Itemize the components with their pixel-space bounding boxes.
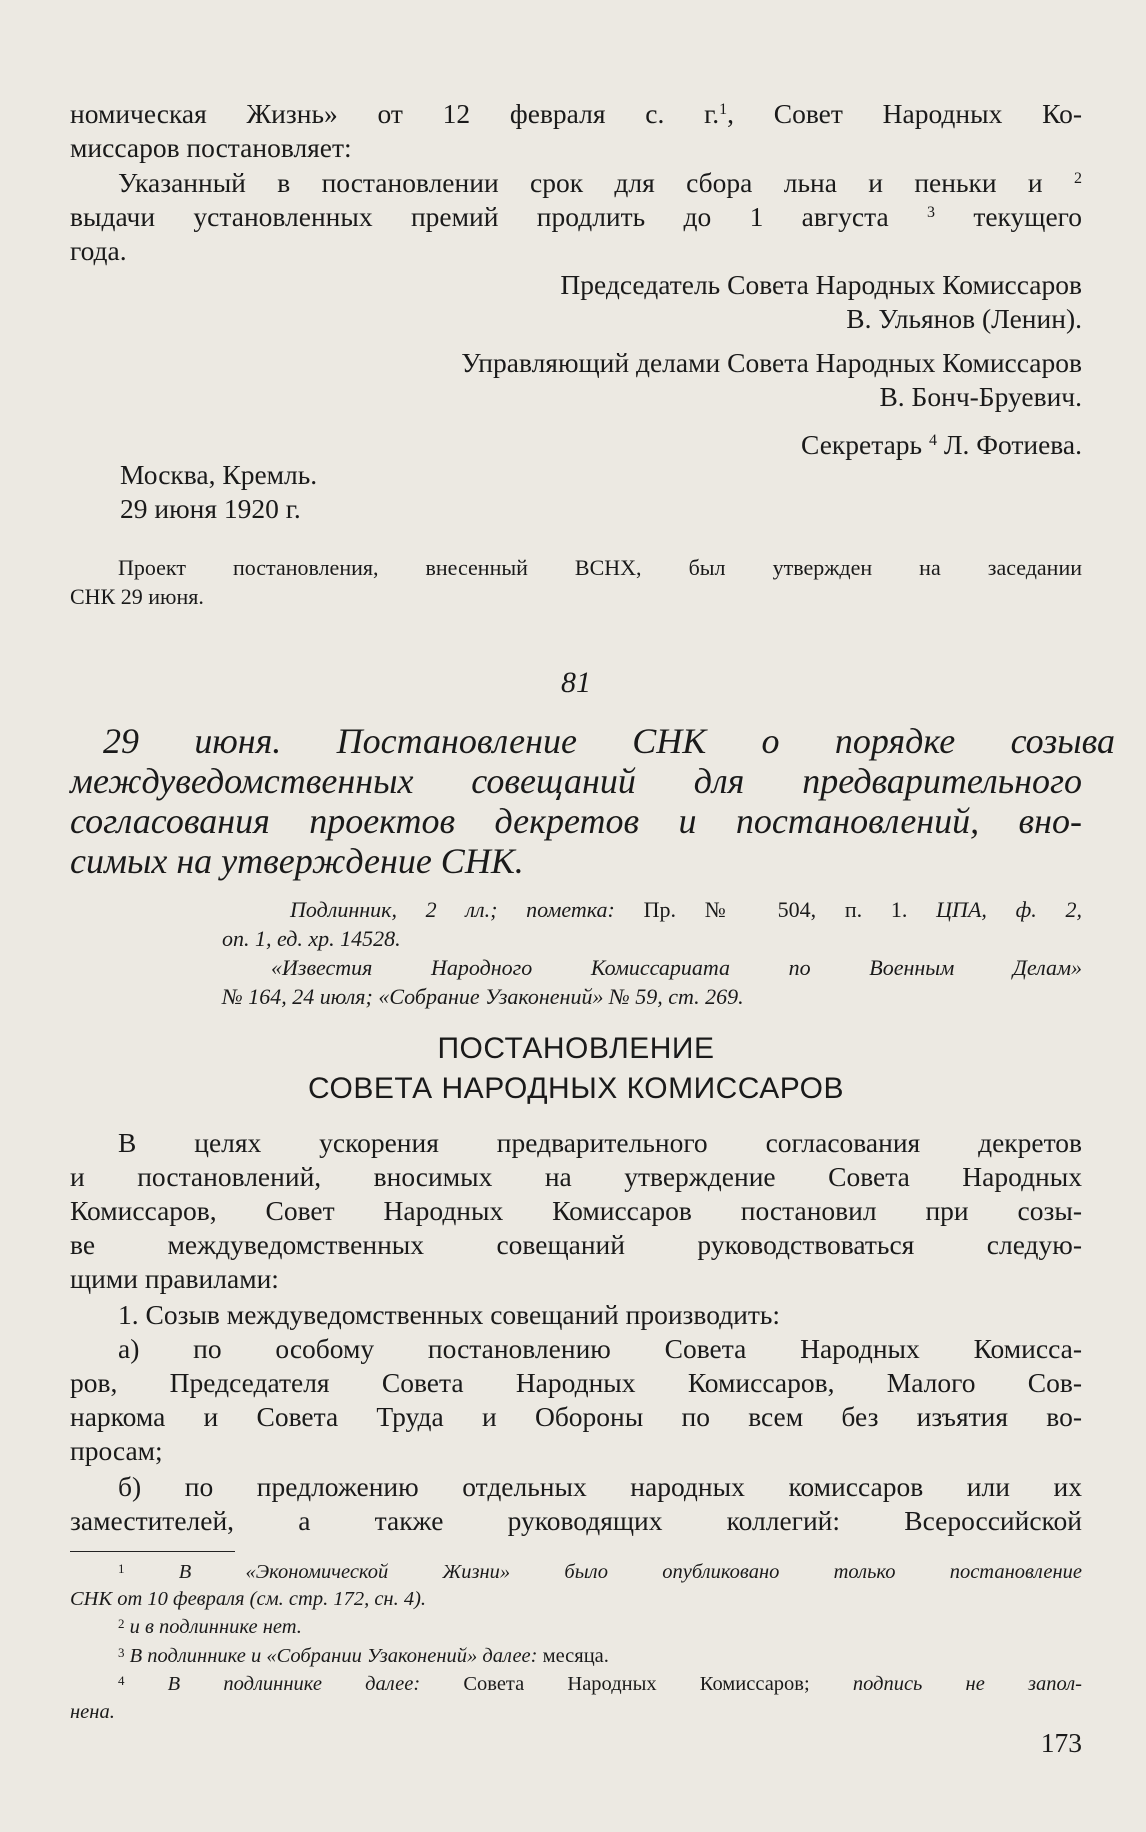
page-number: 173 — [1040, 1727, 1082, 1758]
footnote-4: $^4$ В подлиннике далее: Совета Народных Комиссаров; подпись не запол- — [118, 1673, 1082, 1695]
signature-manager-name: В. Бонч-Бруевич. — [879, 381, 1082, 412]
signature-chair-name: В. Ульянов (Ленин). — [846, 303, 1082, 334]
place: Москва, Кремль. — [120, 459, 318, 490]
body-line: щими правилами: — [70, 1263, 279, 1294]
text-line: года. — [70, 235, 127, 266]
document-title-line: междуведомственных совещаний для предварительного — [70, 761, 1082, 801]
text-line: выдачи установленных премий продлить до 1 августа $^3$ текущего — [70, 201, 1082, 232]
body-line: Комиссаров, Совет Народных Комиссаров постановил при созы- — [70, 1195, 1082, 1226]
text-line: миссаров постановляет: — [70, 132, 352, 163]
source-reference: № 164, 24 июля; «Собрание Узаконений» № 59, ст. 269. — [222, 984, 744, 1009]
text-line: номическая Жизнь» от 12 февраля с. г.$^1$, Совет Народных Ко- — [70, 98, 1082, 129]
body-line: б) по предложению отдельных народных комиссаров или их — [118, 1471, 1082, 1502]
footnote-divider — [70, 1551, 235, 1552]
footnote-3: $^3$ В подлиннике и «Собрании Узаконений» далее: месяца. — [118, 1645, 609, 1667]
source-reference: оп. 1, ед. хр. 14528. — [222, 926, 401, 951]
body-line: ве междуведомственных совещаний руководствоваться следую- — [70, 1229, 1082, 1260]
source-reference: «Известия Народного Комиссариата по Военным Делам» — [271, 955, 1082, 980]
footnote-1: $^1$ В «Экономической Жизни» было опубликовано только постановление — [118, 1561, 1083, 1583]
body-line: просам; — [70, 1435, 163, 1466]
document-title-line: согласования проектов декретов и постановлений, вно- — [70, 801, 1082, 841]
body-line: 1. Созыв междуведомственных совещаний производить: — [118, 1299, 781, 1330]
archive-note: СНК 29 июня. — [70, 584, 204, 609]
decree-heading: ПОСТАНОВЛЕНИЕ — [437, 1032, 715, 1065]
signature-secretary: Секретарь $^4$ Л. Фотиева. — [801, 429, 1082, 460]
text-line: Указанный в постановлении срок для сбора льна и пеньки и $^2$ — [118, 167, 1082, 198]
source-reference: Подлинник, 2 лл.; пометка: Пр. № 504, п. 1. ЦПА, ф. 2, — [290, 897, 1082, 922]
document-title-line: 29 июня. Постановление СНК о порядке созыва — [103, 721, 1115, 761]
document-title-line: симых на утверждение СНК. — [70, 841, 524, 881]
footnote-1: СНК от 10 февраля (см. стр. 172, сн. 4). — [70, 1588, 427, 1610]
body-line: и постановлений, вносимых на утверждение Совета Народных — [70, 1161, 1082, 1192]
body-line: наркома и Совета Труда и Обороны по всем без изъятия во- — [70, 1401, 1082, 1432]
body-line: В целях ускорения предварительного согласования декретов — [118, 1127, 1082, 1158]
archive-note: Проект постановления, внесенный ВСНХ, был утвержден на заседании — [118, 555, 1082, 580]
signature-manager-title: Управляющий делами Совета Народных Комиссаров — [461, 347, 1082, 378]
footnote-4: нена. — [70, 1701, 115, 1723]
body-line: ров, Председателя Совета Народных Комиссаров, Малого Сов- — [70, 1367, 1082, 1398]
signature-chair-title: Председатель Совета Народных Комиссаров — [560, 269, 1082, 300]
body-line: заместителей, а также руководящих коллегий: Всероссийской — [70, 1505, 1082, 1536]
body-line: а) по особому постановлению Совета Народных Комисса- — [118, 1333, 1082, 1364]
decree-heading: СОВЕТА НАРОДНЫХ КОМИССАРОВ — [307, 1072, 845, 1105]
document-number: 81 — [561, 666, 591, 699]
footnote-2: $^2$ и в подлиннике нет. — [118, 1616, 302, 1638]
date: 29 июня 1920 г. — [120, 493, 301, 524]
